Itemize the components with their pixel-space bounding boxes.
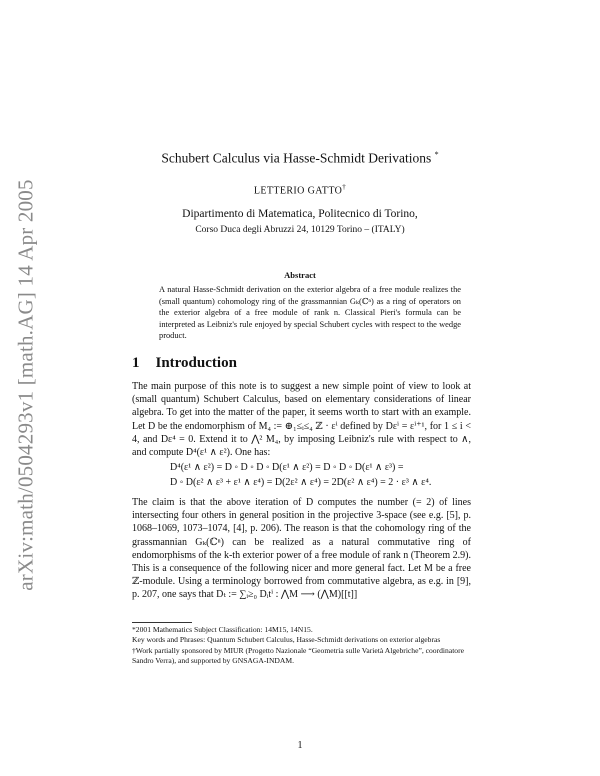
footnote-divider <box>132 622 192 623</box>
footnote-msc: *2001 Mathematics Subject Classification: 14M15, 14N15. <box>132 625 313 634</box>
equation-line-1: D⁴(ε¹ ∧ ε²) = D ◦ D ◦ D ◦ D(ε¹ ∧ ε²) = D ◦ D ◦ D(ε¹ ∧ ε³) = <box>170 462 404 473</box>
author-name: LETTERIO GATTO <box>253 185 343 197</box>
arxiv-sidebar-stamp <box>6 150 46 620</box>
footnote-keywords: Key words and Phrases: Quantum Schubert Calculus, Hasse-Schmidt derivations on exterior algebras <box>132 635 441 645</box>
section-title: Introduction <box>155 355 237 371</box>
arxiv-identifier: arXiv:math/0504293v1 [math.AG] 14 Apr 2005 <box>13 179 38 591</box>
footnote-funding: †Work partially sponsored by MIUR (Progetto Nazionale “Geometria sulle Varietà Algebriche”, coordinatore Sandro Verra), and supported by GNSAGA-INDAM. <box>132 645 465 666</box>
page-number: 1 <box>297 740 303 751</box>
paper-title <box>0 150 600 167</box>
section-heading <box>132 355 237 372</box>
abstract-text: A natural Hasse-Schmidt derivation on the exterior algebra of a free module realizes the (small quantum) cohomology ring of the grassmannian Gₖ(ℂⁿ) as a ring of operators on the exterior algebra of a free module of rank n. Classical Pieri's formula can be interpreted as Leibniz's rule enjoyed by special Schubert cycles with respect to the wedge product. <box>159 285 461 341</box>
affiliation-line-1: Dipartimento di Matematica, Politecnico di Torino, <box>182 208 418 220</box>
title-text: Schubert Calculus via Hasse-Schmidt Derivations <box>161 150 432 166</box>
footnotes <box>132 625 471 667</box>
intro-paragraph-1: The main purpose of this note is to suggest a new simple point of view to look at (small quantum) Schubert Calculus, based on elementary considerations of linear algebra. To get into the matter of the paper, it seems worth to start with an example. Let D be the endomorphism of M₄ := ⊕₁≤ᵢ≤₄ ℤ · εⁱ defined by Dεⁱ = εⁱ⁺¹, for 1 ≤ i < 4, and Dε⁴ = 0. Extend it to ⋀² M₄, by imposing Leibniz's rule with respect to ∧, and compute D⁴(ε¹ ∧ ε²). One has: <box>132 381 471 459</box>
author-footnote-mark: † <box>342 183 347 191</box>
equation-line-2: D ◦ D(ε² ∧ ε³ + ε¹ ∧ ε⁴) = D(2ε² ∧ ε⁴) = 2D(ε² ∧ ε⁴) = 2 · ε³ ∧ ε⁴. <box>170 477 432 488</box>
affiliation-line-2: Corso Duca degli Abruzzi 24, 10129 Torino – (ITALY) <box>195 225 405 235</box>
author <box>0 183 600 196</box>
intro-paragraph-2: The claim is that the above iteration of D computes the number (= 2) of lines intersecting four others in general position in the projective 3-space (see e.g. [5], p. 1068–1069, 1073–1074, [4], p. 206). The reason is that the cohomology ring of the grassmannian Gₖ(ℂⁿ) can be realized as a natural commutative ring of endomorphisms of the k-th exterior power of a free module of rank n (Theorem 2.9). This is a consequence of the following nicer and more general fact. Let M be a free ℤ-module. Using a terminology borrowed from commutative algebra, as e.g. in [9], p. 207, one says that Dₜ := ∑ᵢ≥₀ Dᵢtⁱ : ⋀M ⟶ (⋀M)[[t]] <box>132 497 471 601</box>
title-footnote-mark: * <box>434 150 439 159</box>
section-number: 1 <box>132 355 140 371</box>
abstract-heading: Abstract <box>284 270 316 280</box>
